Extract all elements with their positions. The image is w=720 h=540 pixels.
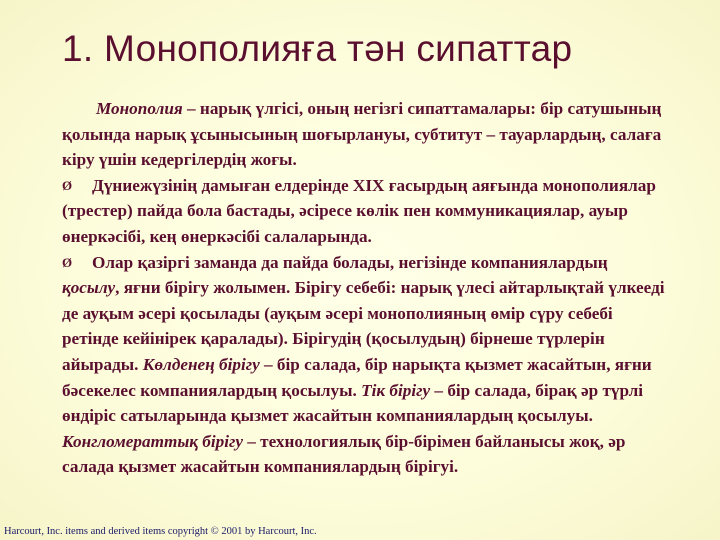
slide-title: 1. Монополияға тән сипаттар bbox=[62, 28, 573, 69]
term-merger: қосылу bbox=[62, 278, 116, 298]
bullet-paragraph-history bbox=[62, 173, 667, 250]
copyright-footer: Harcourt, Inc. items and derived items copyright © 2001 by Harcourt, Inc. bbox=[4, 526, 317, 537]
mergers-text-e: – технологиялық бір-бірімен байланысы жоқ, әр салада қызмет жасайтын компаниялардың бірігуі. bbox=[62, 431, 626, 477]
slide-body bbox=[62, 96, 667, 480]
mergers-text-b: , яғни бірігу жолымен. Бірігу себебі: нарық үлесі айтарлықтай үлкееді де ауқым әсері қосылады (ауқым әсері монополияның өмір сүру себебі ретінде кейінірек қаралады). Бірігудің (қосылудың) бірнеше түрлерін айырады. bbox=[62, 278, 665, 374]
arrow-bullet-icon: Ø bbox=[62, 177, 73, 193]
term-vertical-merger: Тік бірігу bbox=[361, 380, 431, 400]
term-conglomerate-merger: Конгломераттық бірігу bbox=[62, 431, 243, 451]
mergers-text-c: – бір салада, бір нарықта қызмет жасайтын, яғни бәсекелес компаниялардың қосылуы. bbox=[62, 354, 652, 400]
arrow-bullet-icon: Ø bbox=[62, 254, 73, 270]
history-text: Дүниежүзінің дамыған елдерінде XIX ғасырдың аяғында монополиялар (трестер) пайда бола бастады, әсіресе көлік пен коммуникациялар, ауыр өнеркәсібі, кең өнеркәсібі салаларында. bbox=[62, 175, 656, 246]
bullet-paragraph-mergers bbox=[62, 250, 667, 480]
mergers-text-a: Олар қазіргі заманда да пайда болады, негізінде компаниялардың bbox=[92, 252, 608, 272]
term-horizontal-merger: Көлденең бірігу bbox=[142, 354, 260, 374]
mergers-text-d: – бір салада, бірақ әр түрлі өндіріс сатыларында қызмет жасайтын компаниялардың қосылуы. bbox=[62, 380, 644, 426]
term-monopoly: Монополия bbox=[96, 99, 183, 118]
definition-text: – нарық үлгісі, оның негізгі сипаттамалары: бір сатушының қолында нарық ұсынысының шоғырлануы, субтитут – тауарлардың, салаға кіру үшін кедергілердің жоғы. bbox=[62, 99, 662, 170]
paragraph-definition bbox=[62, 96, 667, 173]
